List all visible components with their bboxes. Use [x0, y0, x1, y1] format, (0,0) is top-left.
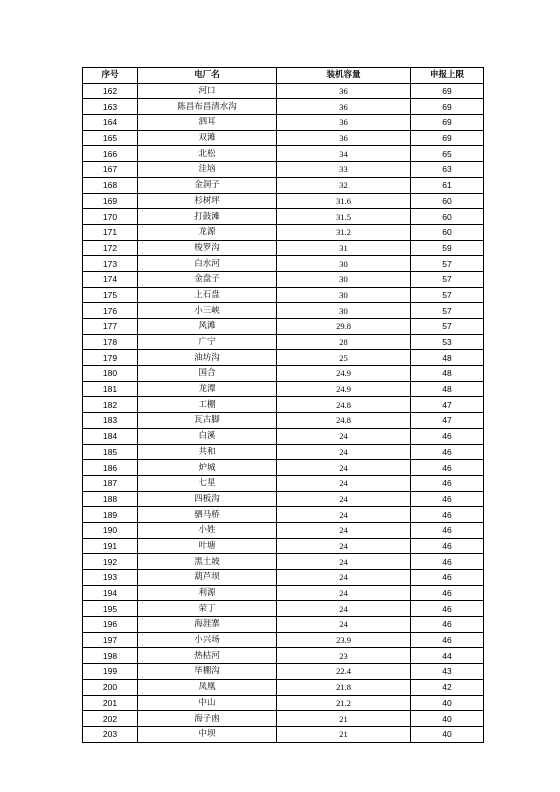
cell-limit: 46: [411, 444, 484, 460]
table-row: [83, 381, 484, 397]
table-row: [83, 334, 484, 350]
cell-seq: 181: [83, 381, 138, 397]
cell-plant-name: 打鼓滩: [138, 209, 277, 225]
cell-seq: 196: [83, 617, 138, 633]
table-row: [83, 303, 484, 319]
cell-limit: 46: [411, 601, 484, 617]
cell-limit: 46: [411, 522, 484, 538]
cell-capacity: 25: [277, 350, 411, 366]
cell-plant-name: 上石盘: [138, 287, 277, 303]
cell-limit: 40: [411, 695, 484, 711]
cell-seq: 163: [83, 99, 138, 115]
cell-seq: 199: [83, 664, 138, 680]
cell-capacity: 33: [277, 162, 411, 178]
cell-plant-name: 中坝: [138, 726, 277, 742]
cell-limit: 46: [411, 570, 484, 586]
table-row: [83, 726, 484, 742]
cell-seq: 197: [83, 632, 138, 648]
cell-capacity: 32: [277, 177, 411, 193]
cell-seq: 175: [83, 287, 138, 303]
cell-plant-name: 叶塘: [138, 538, 277, 554]
cell-limit: 46: [411, 460, 484, 476]
cell-seq: 187: [83, 475, 138, 491]
cell-capacity: 34: [277, 146, 411, 162]
cell-plant-name: 海涯寨: [138, 617, 277, 633]
cell-plant-name: 小兴场: [138, 632, 277, 648]
cell-plant-name: 梭罗沟: [138, 240, 277, 256]
cell-seq: 165: [83, 130, 138, 146]
table-row: [83, 130, 484, 146]
cell-capacity: 36: [277, 99, 411, 115]
table-row: [83, 491, 484, 507]
cell-capacity: 24.9: [277, 381, 411, 397]
cell-limit: 42: [411, 679, 484, 695]
cell-limit: 60: [411, 193, 484, 209]
table-row: [83, 99, 484, 115]
table-row: [83, 554, 484, 570]
cell-plant-name: 河口: [138, 83, 277, 99]
table-row: [83, 319, 484, 335]
cell-seq: 174: [83, 271, 138, 287]
cell-capacity: 24: [277, 507, 411, 523]
cell-capacity: 24.8: [277, 413, 411, 429]
table-row: [83, 648, 484, 664]
cell-capacity: 24: [277, 428, 411, 444]
cell-seq: 202: [83, 711, 138, 727]
table-row: [83, 585, 484, 601]
cell-plant-name: 国合: [138, 366, 277, 382]
table-row: [83, 83, 484, 99]
cell-plant-name: 杉树坪: [138, 193, 277, 209]
cell-capacity: 24: [277, 522, 411, 538]
cell-capacity: 31.5: [277, 209, 411, 225]
cell-seq: 186: [83, 460, 138, 476]
cell-capacity: 22.4: [277, 664, 411, 680]
cell-seq: 189: [83, 507, 138, 523]
table-row: [83, 570, 484, 586]
cell-capacity: 24: [277, 460, 411, 476]
cell-plant-name: 金洞子: [138, 177, 277, 193]
cell-limit: 46: [411, 632, 484, 648]
table-row: [83, 601, 484, 617]
table-row: [83, 460, 484, 476]
cell-limit: 48: [411, 366, 484, 382]
table-row: [83, 115, 484, 131]
cell-plant-name: 炉城: [138, 460, 277, 476]
cell-seq: 198: [83, 648, 138, 664]
cell-plant-name: 热枯河: [138, 648, 277, 664]
cell-seq: 192: [83, 554, 138, 570]
cell-seq: 169: [83, 193, 138, 209]
cell-seq: 183: [83, 413, 138, 429]
cell-capacity: 24: [277, 570, 411, 586]
cell-capacity: 28: [277, 334, 411, 350]
header-capacity: 装机容量: [277, 68, 411, 84]
cell-capacity: 21: [277, 726, 411, 742]
cell-seq: 194: [83, 585, 138, 601]
table-row: [83, 413, 484, 429]
cell-plant-name: 小三峡: [138, 303, 277, 319]
table-row: [83, 522, 484, 538]
cell-seq: 195: [83, 601, 138, 617]
cell-capacity: 24: [277, 475, 411, 491]
cell-seq: 193: [83, 570, 138, 586]
cell-capacity: 24.9: [277, 366, 411, 382]
cell-limit: 48: [411, 350, 484, 366]
cell-plant-name: 中山: [138, 695, 277, 711]
cell-limit: 57: [411, 271, 484, 287]
cell-plant-name: 龙源: [138, 224, 277, 240]
cell-seq: 162: [83, 83, 138, 99]
cell-plant-name: 金盘子: [138, 271, 277, 287]
cell-plant-name: 双滩: [138, 130, 277, 146]
cell-seq: 191: [83, 538, 138, 554]
cell-capacity: 24: [277, 554, 411, 570]
cell-limit: 48: [411, 381, 484, 397]
cell-capacity: 31.6: [277, 193, 411, 209]
table-row: [83, 209, 484, 225]
cell-limit: 46: [411, 617, 484, 633]
cell-seq: 178: [83, 334, 138, 350]
table-row: [83, 679, 484, 695]
cell-limit: 46: [411, 428, 484, 444]
cell-limit: 46: [411, 507, 484, 523]
cell-limit: 47: [411, 397, 484, 413]
cell-capacity: 24: [277, 585, 411, 601]
cell-plant-name: 四板沟: [138, 491, 277, 507]
cell-capacity: 36: [277, 130, 411, 146]
table-row: [83, 177, 484, 193]
cell-plant-name: 风滩: [138, 319, 277, 335]
cell-capacity: 31.2: [277, 224, 411, 240]
cell-seq: 166: [83, 146, 138, 162]
cell-limit: 60: [411, 224, 484, 240]
cell-limit: 40: [411, 711, 484, 727]
power-plant-table: [82, 67, 484, 743]
cell-limit: 69: [411, 130, 484, 146]
cell-plant-name: 七星: [138, 475, 277, 491]
table-row: [83, 366, 484, 382]
cell-capacity: 24: [277, 538, 411, 554]
table-row: [83, 146, 484, 162]
table-row: [83, 240, 484, 256]
cell-limit: 57: [411, 319, 484, 335]
table-row: [83, 444, 484, 460]
cell-plant-name: 凤凰: [138, 679, 277, 695]
table-row: [83, 695, 484, 711]
cell-plant-name: 毕棚沟: [138, 664, 277, 680]
table-row: [83, 507, 484, 523]
cell-seq: 172: [83, 240, 138, 256]
cell-limit: 57: [411, 287, 484, 303]
cell-capacity: 24.8: [277, 397, 411, 413]
header-seq: 序号: [83, 68, 138, 84]
table-row: [83, 350, 484, 366]
header-row: [83, 68, 484, 84]
cell-seq: 170: [83, 209, 138, 225]
cell-capacity: 24: [277, 617, 411, 633]
cell-limit: 47: [411, 413, 484, 429]
table-row: [83, 224, 484, 240]
cell-plant-name: 洼垴: [138, 162, 277, 178]
cell-plant-name: 荣丁: [138, 601, 277, 617]
cell-seq: 190: [83, 522, 138, 538]
cell-capacity: 30: [277, 271, 411, 287]
cell-plant-name: 油坊沟: [138, 350, 277, 366]
cell-capacity: 24: [277, 491, 411, 507]
table-row: [83, 538, 484, 554]
cell-limit: 59: [411, 240, 484, 256]
cell-seq: 185: [83, 444, 138, 460]
cell-limit: 46: [411, 585, 484, 601]
table-row: [83, 475, 484, 491]
table-header: [83, 68, 484, 84]
cell-seq: 171: [83, 224, 138, 240]
table-row: [83, 271, 484, 287]
cell-seq: 201: [83, 695, 138, 711]
cell-seq: 180: [83, 366, 138, 382]
cell-limit: 43: [411, 664, 484, 680]
cell-seq: 179: [83, 350, 138, 366]
cell-limit: 44: [411, 648, 484, 664]
header-limit: 申报上限: [411, 68, 484, 84]
cell-seq: 184: [83, 428, 138, 444]
cell-plant-name: 驷马桥: [138, 507, 277, 523]
cell-plant-name: 陈昌布昌清水沟: [138, 99, 277, 115]
cell-seq: 177: [83, 319, 138, 335]
cell-plant-name: 工棚: [138, 397, 277, 413]
cell-capacity: 36: [277, 83, 411, 99]
cell-plant-name: 龙潭: [138, 381, 277, 397]
cell-plant-name: 黑土坡: [138, 554, 277, 570]
cell-seq: 176: [83, 303, 138, 319]
cell-limit: 60: [411, 209, 484, 225]
cell-plant-name: 泗耳: [138, 115, 277, 131]
cell-seq: 164: [83, 115, 138, 131]
table-row: [83, 287, 484, 303]
cell-limit: 65: [411, 146, 484, 162]
cell-capacity: 24: [277, 601, 411, 617]
cell-limit: 53: [411, 334, 484, 350]
cell-seq: 182: [83, 397, 138, 413]
table-row: [83, 256, 484, 272]
cell-plant-name: 小姓: [138, 522, 277, 538]
cell-seq: 173: [83, 256, 138, 272]
cell-limit: 69: [411, 83, 484, 99]
cell-limit: 40: [411, 726, 484, 742]
header-plant-name: 电厂名: [138, 68, 277, 84]
cell-capacity: 30: [277, 303, 411, 319]
table-row: [83, 617, 484, 633]
cell-plant-name: 广宁: [138, 334, 277, 350]
cell-plant-name: 北松: [138, 146, 277, 162]
cell-limit: 69: [411, 99, 484, 115]
table-row: [83, 632, 484, 648]
cell-capacity: 24: [277, 444, 411, 460]
cell-capacity: 21: [277, 711, 411, 727]
cell-limit: 46: [411, 554, 484, 570]
cell-capacity: 23: [277, 648, 411, 664]
cell-seq: 203: [83, 726, 138, 742]
cell-limit: 46: [411, 475, 484, 491]
cell-seq: 188: [83, 491, 138, 507]
cell-limit: 46: [411, 538, 484, 554]
cell-capacity: 21.8: [277, 679, 411, 695]
cell-limit: 61: [411, 177, 484, 193]
cell-seq: 200: [83, 679, 138, 695]
cell-capacity: 30: [277, 256, 411, 272]
table-row: [83, 711, 484, 727]
cell-capacity: 31: [277, 240, 411, 256]
table-row: [83, 397, 484, 413]
table-body: [83, 83, 484, 742]
cell-limit: 46: [411, 491, 484, 507]
cell-plant-name: 瓦古脚: [138, 413, 277, 429]
cell-plant-name: 利源: [138, 585, 277, 601]
table-row: [83, 428, 484, 444]
cell-capacity: 36: [277, 115, 411, 131]
cell-limit: 57: [411, 256, 484, 272]
cell-capacity: 21.2: [277, 695, 411, 711]
cell-plant-name: 葫芦坝: [138, 570, 277, 586]
cell-plant-name: 白溪: [138, 428, 277, 444]
cell-plant-name: 共和: [138, 444, 277, 460]
cell-seq: 168: [83, 177, 138, 193]
table-row: [83, 193, 484, 209]
table-row: [83, 162, 484, 178]
cell-seq: 167: [83, 162, 138, 178]
table-row: [83, 664, 484, 680]
cell-capacity: 29.8: [277, 319, 411, 335]
cell-limit: 69: [411, 115, 484, 131]
cell-plant-name: 海子凼: [138, 711, 277, 727]
cell-capacity: 23.9: [277, 632, 411, 648]
cell-plant-name: 白水河: [138, 256, 277, 272]
cell-limit: 63: [411, 162, 484, 178]
cell-capacity: 30: [277, 287, 411, 303]
cell-limit: 57: [411, 303, 484, 319]
